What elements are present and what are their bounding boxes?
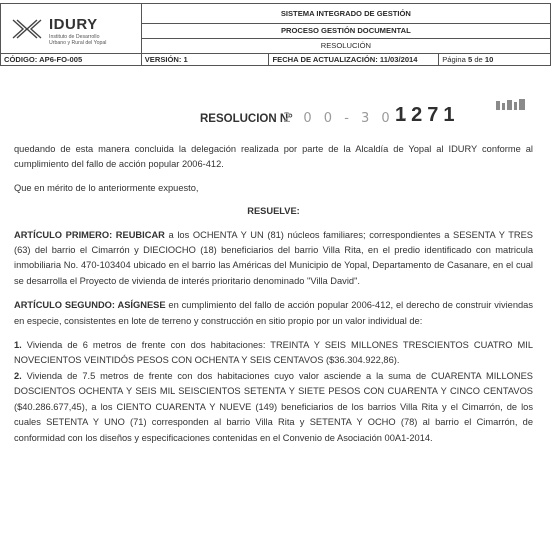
stamp-mark-icon: [495, 98, 527, 112]
logo-subtitle: Instituto de Desarrollo: [49, 34, 100, 40]
list-item-text: Vivienda de 6 metros de frente con dos habitaciones: TREINTA Y SEIS MILLONES TRESCIENTOS CUATRO MIL NOVECIENTOS VEINTIDÓS PESOS CON OCHENTA Y SEIS CENTAVOS ($36.304.922,86).: [14, 340, 533, 366]
logo-subtitle-2: Urbano y Rural del Yopal: [49, 40, 107, 46]
resolution-label: RESOLUCION N°: [200, 113, 293, 125]
idury-logo-icon: [11, 18, 43, 40]
resolution-number: 1271: [395, 104, 460, 126]
process-title: PROCESO GESTIÓN DOCUMENTAL: [141, 23, 550, 38]
list-item: [14, 369, 533, 446]
page-prefix: Página: [442, 55, 468, 64]
article-first-lead: ARTÍCULO PRIMERO: REUBICAR: [14, 229, 165, 240]
article-second-lead: ARTÍCULO SEGUNDO: ASÍGNESE: [14, 300, 166, 311]
article-second: [14, 298, 533, 329]
page-total: 10: [484, 55, 494, 64]
list-item: [14, 338, 533, 369]
logo-block: [1, 4, 142, 54]
list-item-number: 2.: [14, 370, 22, 381]
article-first-text: a los OCHENTA Y UN (81) núcleos familiares; correspondientes a SESENTA Y TRES (63) del barrio el Cimarrón y DIECIOCHO (18) beneficiarios del barrio Villa Rita, en el predio identificado con matricula inmobiliaria No. 470-103404 ubicado en el barrio las Américas del Municipio de Yopal, Departamento de Casanare, en el cual se desarrolla el Proyecto de vivienda de interés prioritario denominado "Villa David".: [14, 229, 533, 286]
document-code: CÓDIGO: AP6-FO-005: [1, 54, 142, 66]
list-item-number: 1.: [14, 340, 22, 351]
paragraph-merit: Que en mérito de lo anteriormente expuesto,: [14, 182, 199, 193]
page-of: de: [472, 55, 485, 64]
resolution-stamp-date: 2 0 0 - 3 0 -: [283, 111, 411, 126]
document-header: [0, 3, 551, 66]
resuelve-heading: RESUELVE:: [247, 206, 300, 217]
list-item-text: Vivienda de 7.5 metros de frente con dos habitaciones cuyo valor asciende a la suma de CUARENTA MILLONES DOSCIENTOS OCHENTA Y SEIS MIL SEISCIENTOS SETENTA Y SIETE PESOS CON CUARENTA Y CINCO CENTAVOS ($40.286.677,45), a los CIENTO CUARENTA Y NUEVE (149) beneficiarios de los barrios Villa Rita y el Cimarrón, de los cuales SETENTA Y UNO (71) corresponden al barrio Villa Rita y SETENTA Y OCHO (78) al barrio el Cimarrón, de conformidad con los diseños y especificaciones contenidas en el Convenio de Asociación 00A1-2014.: [14, 370, 533, 443]
document-type: RESOLUCIÓN: [141, 38, 550, 53]
system-title: SISTEMA INTEGRADO DE GESTIÓN: [141, 4, 550, 24]
logo-name: IDURY: [49, 16, 98, 33]
page-indicator: [439, 54, 551, 66]
document-body: [14, 142, 533, 446]
article-first: [14, 228, 533, 290]
update-date: FECHA DE ACTUALIZACIÓN: 11/03/2014: [269, 54, 439, 66]
page-number: 5: [467, 55, 473, 64]
article-second-text: en cumplimiento del fallo de acción popular 2006-412, el derecho de construir viviendas en especie, consistentes en lote de terreno y construcción en sitio propio por un valor individual de:: [14, 300, 533, 326]
paragraph-conclusion: quedando de esta manera concluida la delegación realizada por parte de la Alcaldía de Yopal al IDURY conforme al cumplimiento del fallo de acción popular 2006-412.: [14, 144, 533, 170]
document-version: VERSIÓN: 1: [141, 54, 269, 66]
